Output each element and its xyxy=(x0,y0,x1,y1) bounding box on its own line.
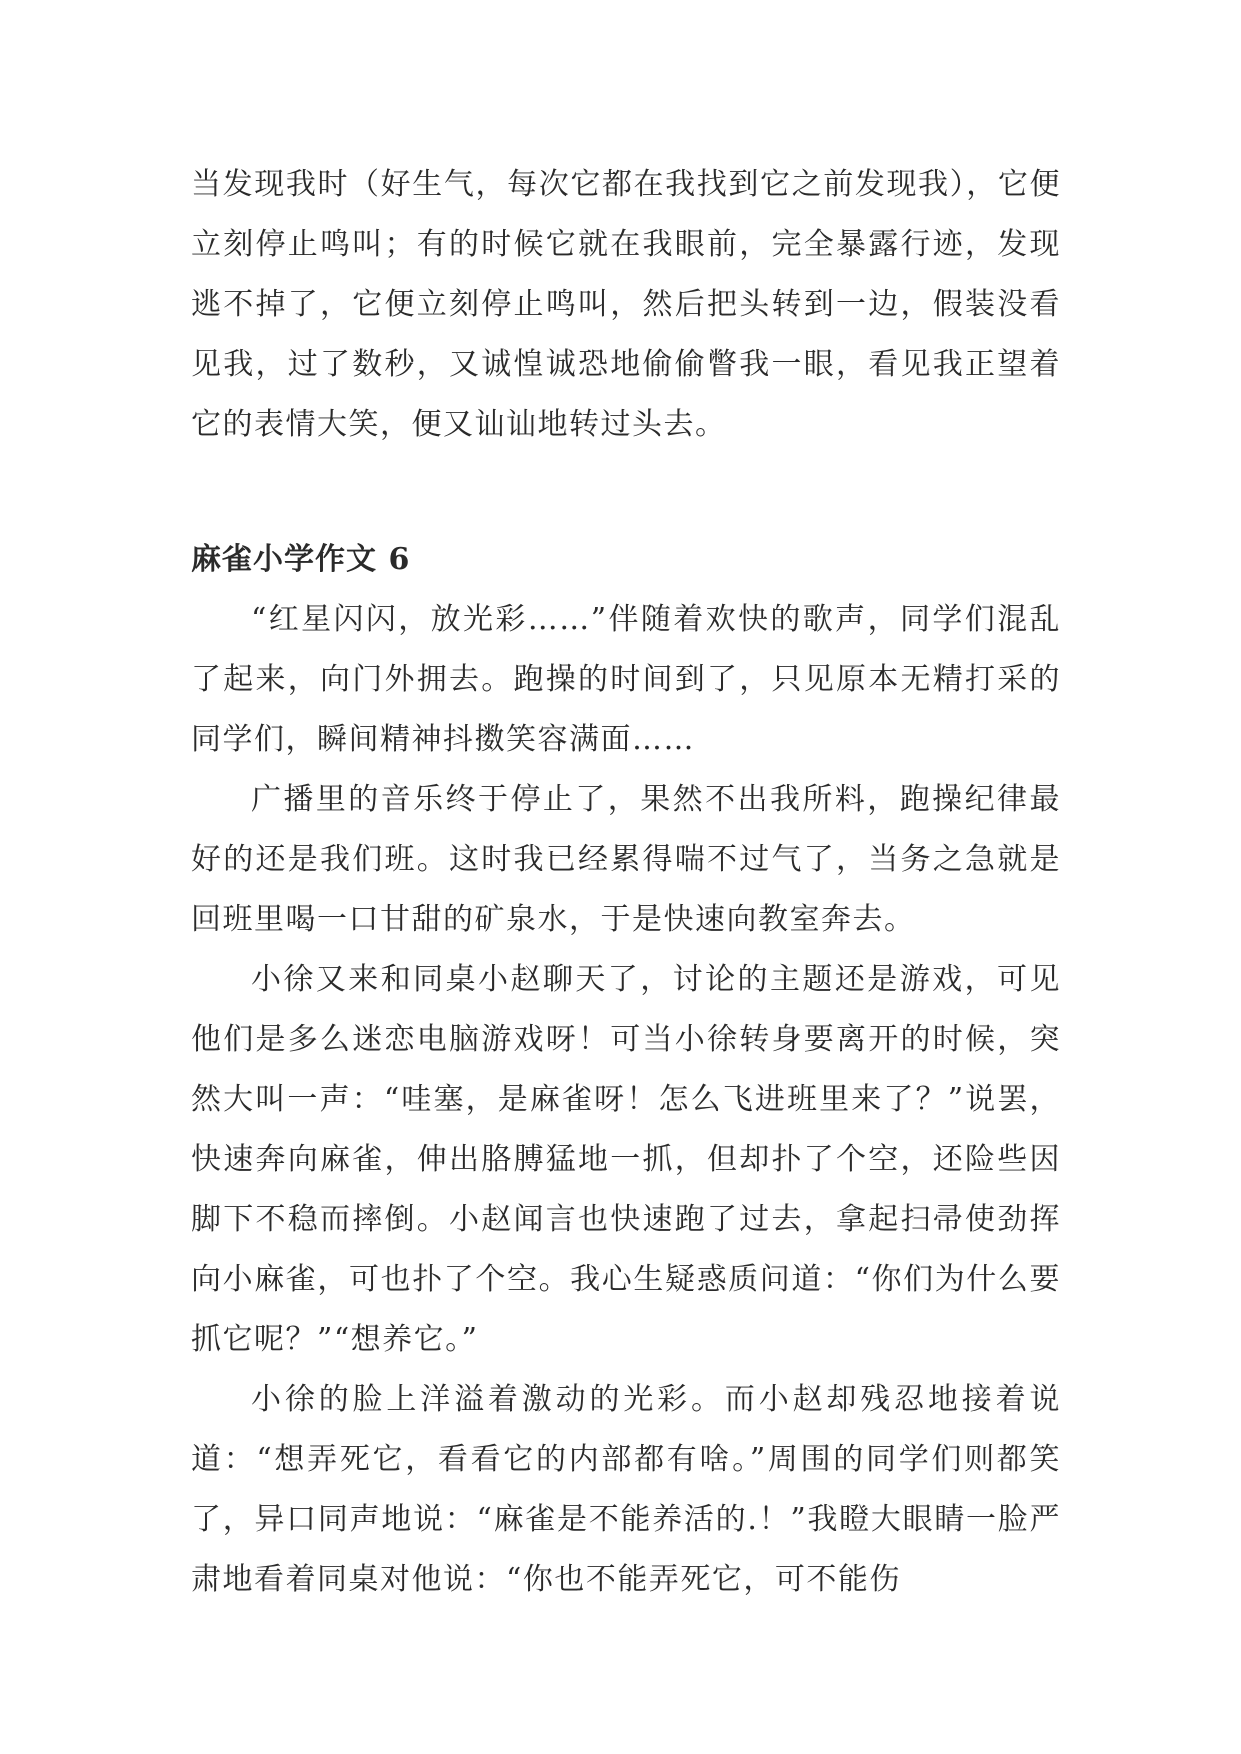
continuation-paragraph: 当发现我时（好生气，每次它都在我找到它之前发现我），它便立刻停止鸣叫；有的时候它就在我眼前，完全暴露行迹，发现逃不掉了，它便立刻停止鸣叫，然后把头转到一边，假装没看见我，过了数秒，又诚惶诚恐地偷偷瞥我一眼，看见我正望着它的表情大笑，便又讪讪地转过头去。 xyxy=(191,167,1061,442)
document-page xyxy=(191,155,1061,1610)
section-gap xyxy=(191,455,1061,530)
paragraph-1: “红星闪闪，放光彩……”伴随着欢快的歌声，同学们混乱了起来，向门外拥去。跑操的时间到了，只见原本无精打采的同学们，瞬间精神抖擞笑容满面…… xyxy=(191,602,1061,757)
paragraph-3: 小徐又来和同桌小赵聊天了，讨论的主题还是游戏，可见他们是多么迷恋电脑游戏呀！可当小徐转身要离开的时候，突然大叫一声：“哇塞，是麻雀呀！怎么飞进班里来了？”说罢，快速奔向麻雀，伸出胳膊猛地一抓，但却扑了个空，还险些因脚下不稳而摔倒。小赵闻言也快速跑了过去，拿起扫帚使劲挥向小麻雀，可也扑了个空。我心生疑惑质问道：“你们为什么要抓它呢？”“想养它。” xyxy=(191,962,1061,1357)
paragraph-2: 广播里的音乐终于停止了，果然不出我所料，跑操纪律最好的还是我们班。这时我已经累得喘不过气了，当务之急就是回班里喝一口甘甜的矿泉水，于是快速向教室奔去。 xyxy=(191,782,1061,937)
paragraph-4: 小徐的脸上洋溢着激动的光彩。而小赵却残忍地接着说道：“想弄死它，看看它的内部都有啥。”周围的同学们则都笑了，异口同声地说：“麻雀是不能养活的.！”我瞪大眼睛一脸严肃地看着同桌对他说：“你也不能弄死它，可不能伤 xyxy=(191,1382,1061,1597)
section-title: 麻雀小学作文 6 xyxy=(191,542,411,577)
